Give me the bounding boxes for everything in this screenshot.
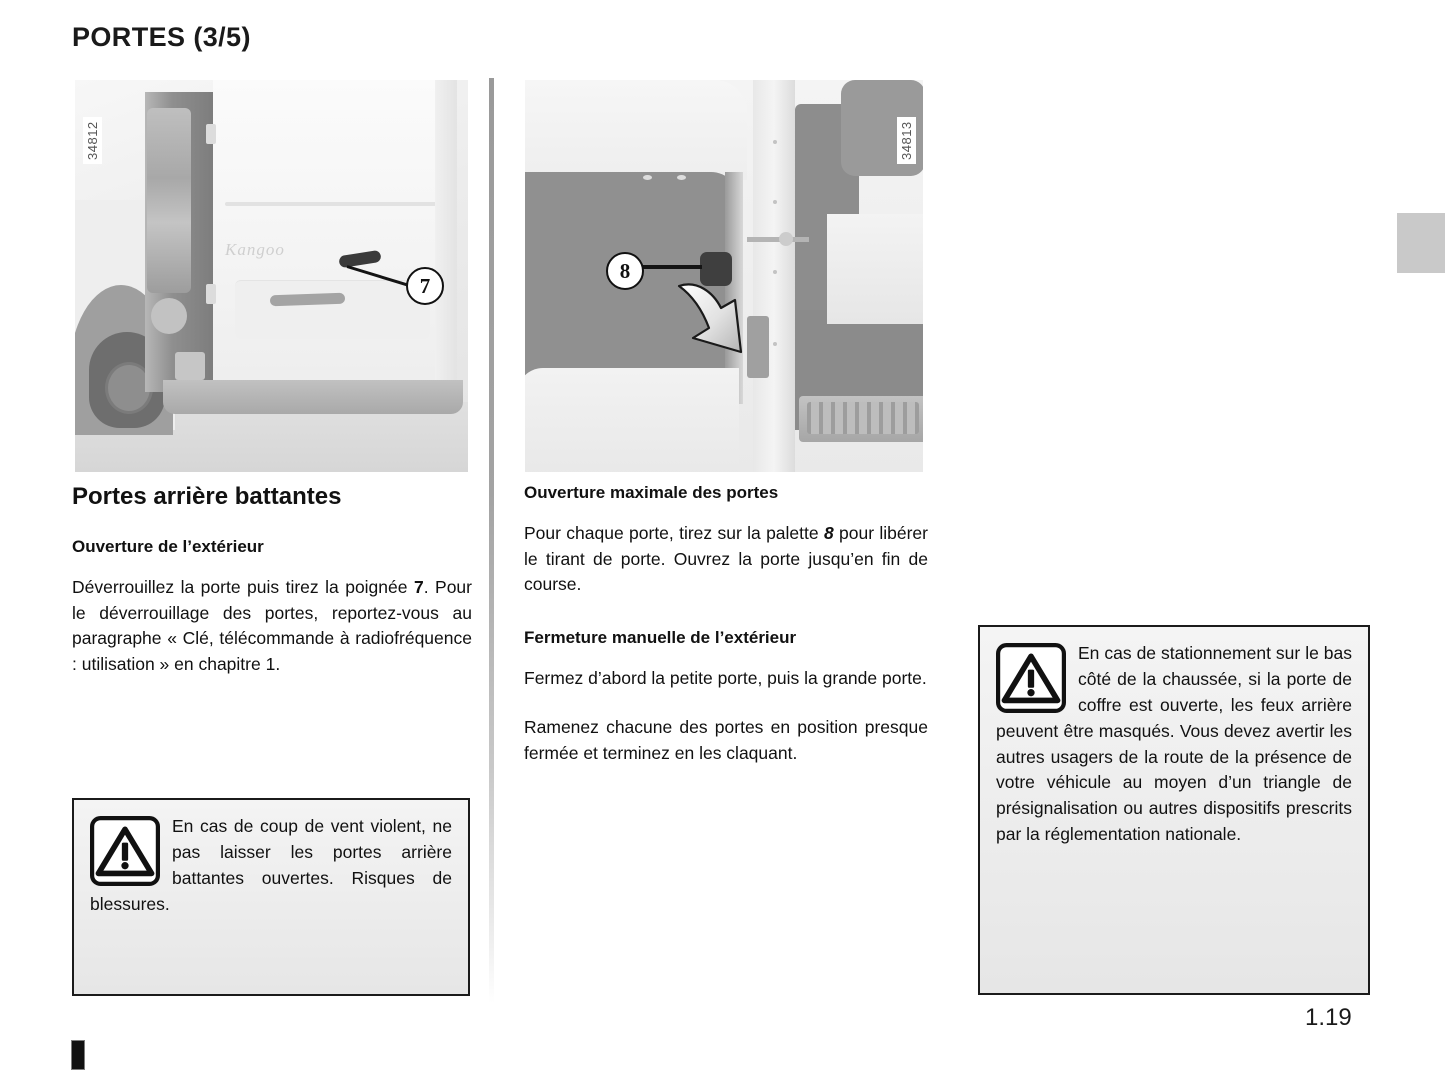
callout-marker-7: 7	[406, 267, 444, 305]
subtitle-max-opening: Ouverture maximale des portes	[524, 483, 779, 502]
loading-sill-ribs	[807, 402, 919, 434]
page-number: 1.19	[1305, 1004, 1352, 1031]
paragraph-text-a: Déverrouillez la porte puis tirez la poignée	[72, 577, 414, 597]
warning-text-wind: En cas de coup de vent violent, ne pas laisser les portes arrière battantes ouvertes. Risques de blessures.	[90, 816, 452, 914]
paragraph-closing-procedure: Ramenez chacune des portes en position presque fermée et terminez en les claquant.	[524, 717, 928, 763]
paragraph-manual-closing: Fermez d’abord la petite porte, puis la grande porte.	[524, 667, 927, 688]
paragraph-exterior-opening	[72, 575, 472, 677]
figure-rear-doors-exterior	[75, 80, 468, 472]
warning-box-parking	[978, 625, 1370, 995]
door-stay-rod	[747, 237, 809, 242]
van-tail-lamp	[147, 108, 191, 293]
door-trim-dimple	[643, 175, 652, 180]
warning-triangle-icon	[90, 816, 160, 886]
callout-marker-8: 8	[606, 252, 644, 290]
paragraph-text-b: pour libérer le tirant de porte. Ouvrez la porte jusqu’en fin de course.	[524, 523, 928, 595]
warning-triangle-icon	[996, 643, 1066, 713]
paragraph-max-opening	[524, 521, 928, 598]
body-pillar	[753, 80, 795, 472]
callout-leader-line	[638, 265, 702, 269]
van-rear-bumper	[163, 380, 463, 414]
van-door-crease	[225, 202, 440, 206]
text-column-middle	[524, 483, 928, 784]
van-door-recess	[235, 280, 430, 339]
figure-reference-34812: 34812	[83, 117, 102, 164]
van-door-right-edge	[435, 80, 457, 410]
door-upper-trim	[525, 80, 747, 180]
direction-arrow-icon	[675, 278, 795, 388]
paragraph-text-a: Pour chaque porte, tirez sur la palette	[524, 523, 824, 543]
figure-reference-34813: 34813	[897, 117, 916, 164]
pillar-fastener	[773, 270, 777, 274]
inline-ref-8: 8	[823, 523, 834, 543]
warning-text-parking: En cas de stationnement sur le bas côté de la chaussée, si la porte de coffre est ouverte, les feux arrière peuvent être masqués. Vous devez avertir les autres usagers de la route de la présence de votre véhicule au moyen d’un triangle de présignalisation ou autres dispositifs prescrits par la réglementation nationale.	[996, 643, 1352, 845]
figure-door-stay-release	[525, 80, 923, 472]
paragraph-text-b: . Pour le déverrouillage des portes, reportez-vous au paragraphe « Clé, télécommande à radiofréquence : utilisation » en chapitre 1.	[72, 577, 472, 674]
van-reverse-lamp	[151, 298, 187, 334]
van-model-badge: Kangoo	[225, 240, 285, 259]
van-rear-reflector	[175, 352, 205, 380]
van-door-hinge-lower	[206, 284, 216, 304]
cargo-floor	[827, 214, 923, 324]
subtitle-manual-closing: Fermeture manuelle de l’extérieur	[524, 627, 797, 647]
column-divider	[489, 78, 494, 1003]
section-title-rear-doors: Portes arrière battantes	[72, 483, 342, 510]
page-title: PORTES (3/5)	[72, 22, 251, 52]
bottom-edge-marker	[71, 1040, 85, 1070]
pillar-fastener	[773, 140, 777, 144]
pillar-fastener	[773, 200, 777, 204]
inline-ref-7: 7	[413, 577, 424, 597]
chapter-thumb-tab	[1397, 213, 1445, 273]
van-door-hinge-upper	[206, 124, 216, 144]
subtitle-exterior-opening: Ouverture de l’extérieur	[72, 537, 264, 556]
text-column-left	[72, 483, 472, 695]
door-stay-pivot	[779, 232, 793, 246]
warning-box-wind	[72, 798, 470, 996]
door-trim-dimple	[677, 175, 686, 180]
